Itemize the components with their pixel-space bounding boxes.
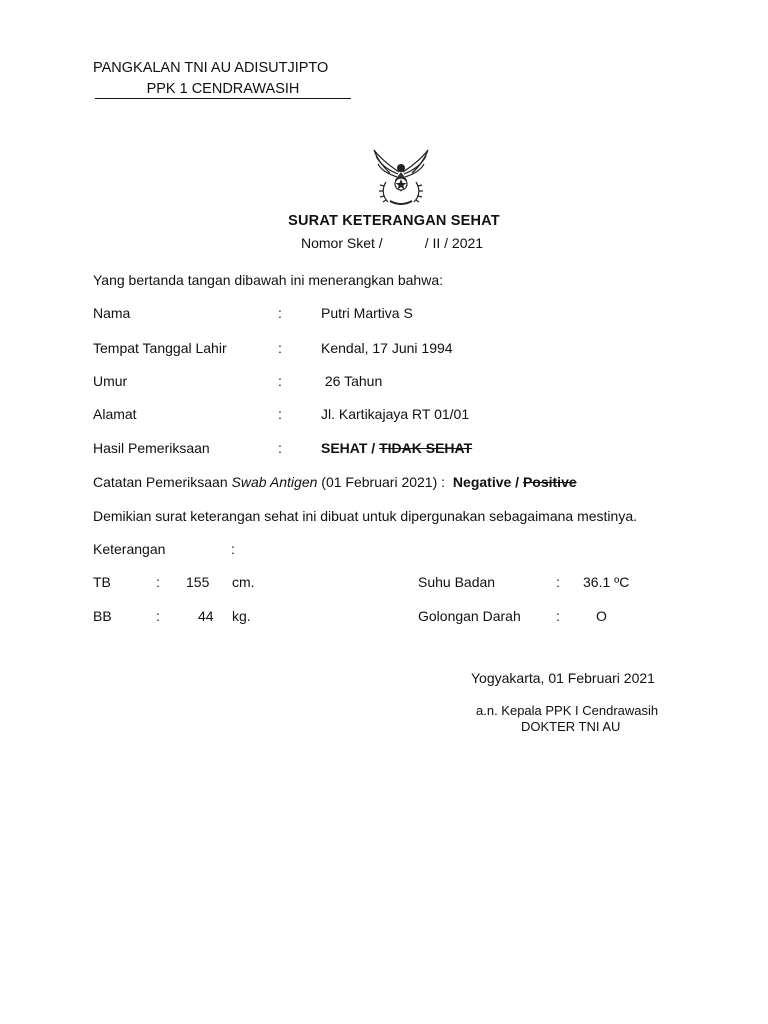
field-colon: : bbox=[278, 340, 282, 356]
field-label-ttl: Tempat Tanggal Lahir bbox=[93, 340, 227, 356]
bb-unit: kg. bbox=[232, 608, 251, 624]
suhu-label: Suhu Badan bbox=[418, 574, 496, 590]
field-label-hasil: Hasil Pemeriksaan bbox=[93, 440, 210, 456]
field-label-umur: Umur bbox=[93, 373, 128, 389]
golongan-colon: : bbox=[556, 608, 560, 624]
keterangan-colon: : bbox=[231, 541, 235, 557]
field-colon: : bbox=[278, 373, 282, 389]
catatan-prefix: Catatan Pemeriksaan bbox=[93, 474, 228, 490]
tb-colon: : bbox=[156, 574, 160, 590]
field-value-alamat: Jl. Kartikajaya RT 01/01 bbox=[321, 406, 470, 422]
intro-text: Yang bertanda tangan dibawah ini menerangkan bahwa: bbox=[93, 272, 443, 288]
field-value-hasil bbox=[321, 440, 472, 456]
field-label-alamat: Alamat bbox=[93, 406, 137, 422]
document-number bbox=[301, 235, 483, 251]
suhu-colon: : bbox=[556, 574, 560, 590]
tb-unit: cm. bbox=[232, 574, 255, 590]
catatan-line bbox=[93, 474, 577, 490]
signatory-role: DOKTER TNI AU bbox=[521, 719, 621, 734]
keterangan-label: Keterangan bbox=[93, 541, 166, 557]
catatan-struck: Positive bbox=[522, 474, 577, 490]
golongan-value: O bbox=[596, 608, 607, 624]
nomor-prefix: Nomor Sket / bbox=[301, 235, 383, 251]
tb-value: 155 bbox=[186, 574, 210, 590]
hasil-struck: TIDAK SEHAT bbox=[379, 440, 473, 456]
field-value-ttl: Kendal, 17 Juni 1994 bbox=[321, 340, 453, 356]
place-date: Yogyakarta, 01 Februari 2021 bbox=[471, 670, 655, 686]
bb-colon: : bbox=[156, 608, 160, 624]
field-value-nama: Putri Martiva S bbox=[321, 305, 413, 321]
signatory-behalf: a.n. Kepala PPK I Cendrawasih bbox=[476, 703, 659, 718]
field-value-umur: 26 Tahun bbox=[321, 373, 383, 389]
closing-statement: Demikian surat keterangan sehat ini dibuat untuk dipergunakan sebagaimana mestinya. bbox=[93, 508, 638, 524]
field-colon: : bbox=[278, 305, 282, 321]
catatan-method: Swab Antigen bbox=[231, 474, 318, 490]
field-label-nama: Nama bbox=[93, 305, 131, 321]
unit-name: PPK 1 CENDRAWASIH bbox=[95, 81, 351, 99]
suhu-value: 36.1 ºC bbox=[583, 574, 630, 590]
catatan-selected: Negative / bbox=[452, 474, 520, 490]
field-colon: : bbox=[278, 406, 282, 422]
field-colon: : bbox=[278, 440, 282, 456]
catatan-date: (01 Februari 2021) : bbox=[321, 474, 446, 490]
bb-value: 44 bbox=[198, 608, 214, 624]
nomor-suffix: / II / 2021 bbox=[424, 235, 484, 251]
bb-label: BB bbox=[93, 608, 112, 624]
air-force-eagle-emblem-icon bbox=[368, 146, 434, 208]
document-title: SURAT KETERANGAN SEHAT bbox=[288, 213, 500, 229]
institution-name: PANGKALAN TNI AU ADISUTJIPTO bbox=[93, 60, 329, 76]
hasil-selected: SEHAT / bbox=[321, 440, 376, 456]
golongan-label: Golongan Darah bbox=[418, 608, 521, 624]
tb-label: TB bbox=[93, 574, 111, 590]
